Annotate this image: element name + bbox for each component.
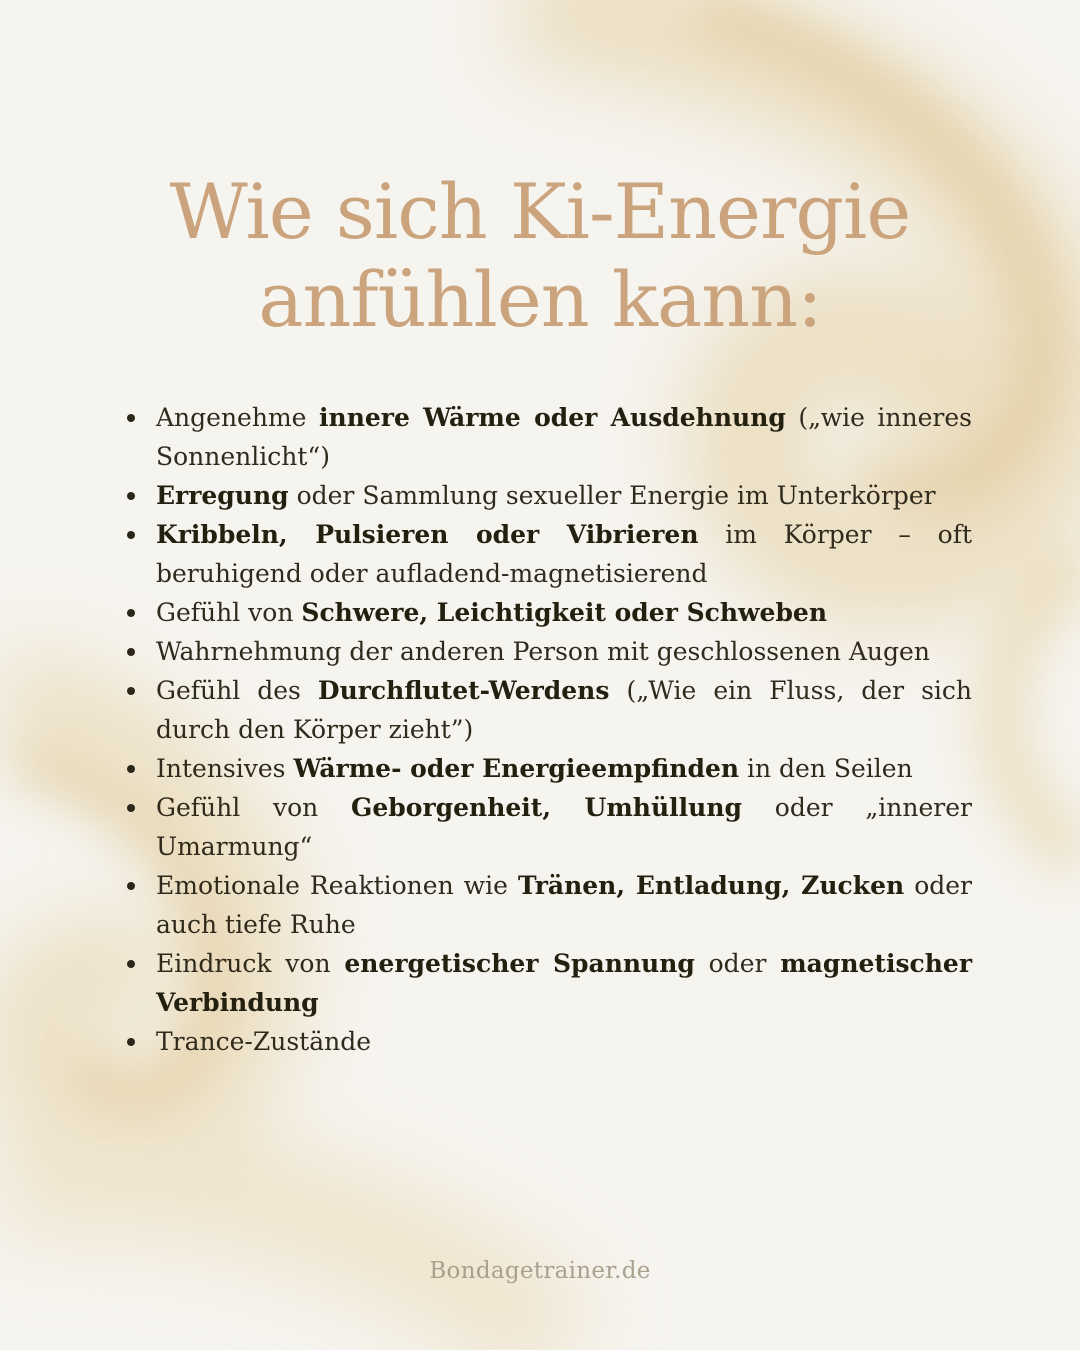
bullet-icon [127,1038,135,1046]
page-title [0,168,1080,344]
item-text: Gefühl des [156,676,318,705]
item-text: oder [694,949,781,978]
list-item [110,788,972,866]
item-text: Intensives [156,754,294,783]
item-bold-text: Geborgenheit, Umhüllung [351,793,742,822]
list-item [110,476,972,515]
feelings-list [110,398,972,1061]
list-item [110,671,972,749]
list-item [110,1022,972,1061]
bullet-icon [127,414,135,422]
item-text: in den Seilen [739,754,913,783]
bullet-icon [127,609,135,617]
item-bold-text: Durchflutet-Werdens [317,676,610,705]
title-line-2: anfühlen kann: [258,255,822,344]
item-text: oder Sammlung sexueller Energie im Unterkörper [288,481,936,510]
footer-website: Bondagetrainer.de [429,1258,651,1284]
list-item [110,749,972,788]
bullet-icon [127,492,135,500]
bullet-icon [127,804,135,812]
item-text: oder „innerer Umarmung“ [156,793,972,861]
bullet-icon [127,687,135,695]
list-item [110,944,972,1022]
item-text: Gefühl von [156,598,302,627]
list-item [110,866,972,944]
list-item [110,515,972,593]
item-bold-text: innere Wärme oder Ausdehnung [319,403,786,432]
item-text: oder auch tiefe Ruhe [156,871,972,939]
bullet-icon [127,882,135,890]
item-text: Gefühl von [156,793,352,822]
item-text: im Körper – oft beruhigend oder aufladend-magnetisierend [156,520,972,588]
bullet-icon [127,765,135,773]
item-bold-text: Wärme- oder Energieempfinden [293,754,740,783]
item-text: („wie inneres Sonnenlicht“) [156,403,973,471]
bullet-icon [127,960,135,968]
item-text: Wahrnehmung der anderen Person mit geschlossenen Augen [156,637,930,666]
list-item [110,632,972,671]
item-bold-text: Tränen, Entladung, Zucken [517,871,905,900]
bullet-icon [127,648,135,656]
list-item [110,593,972,632]
item-text: Angenehme [156,403,320,432]
item-text: Emotionale Reaktionen wie [156,871,518,900]
item-bold-text: magnetischer Verbindung [156,949,972,1017]
item-text: („Wie ein Fluss, der sich durch den Körper zieht”) [156,676,972,744]
item-text: Trance-Zustände [156,1027,372,1056]
title-line-1: Wie sich Ki-Energie [169,167,911,256]
item-bold-text: Schwere, Leichtigkeit oder Schweben [301,598,828,627]
bullet-icon [127,531,135,539]
list-item [110,398,972,476]
item-bold-text: energetischer Spannung [344,949,695,978]
item-bold-text: Kribbeln, Pulsieren oder Vibrieren [156,520,699,549]
item-text: Eindruck von [156,949,345,978]
item-bold-text: Erregung [156,481,289,510]
